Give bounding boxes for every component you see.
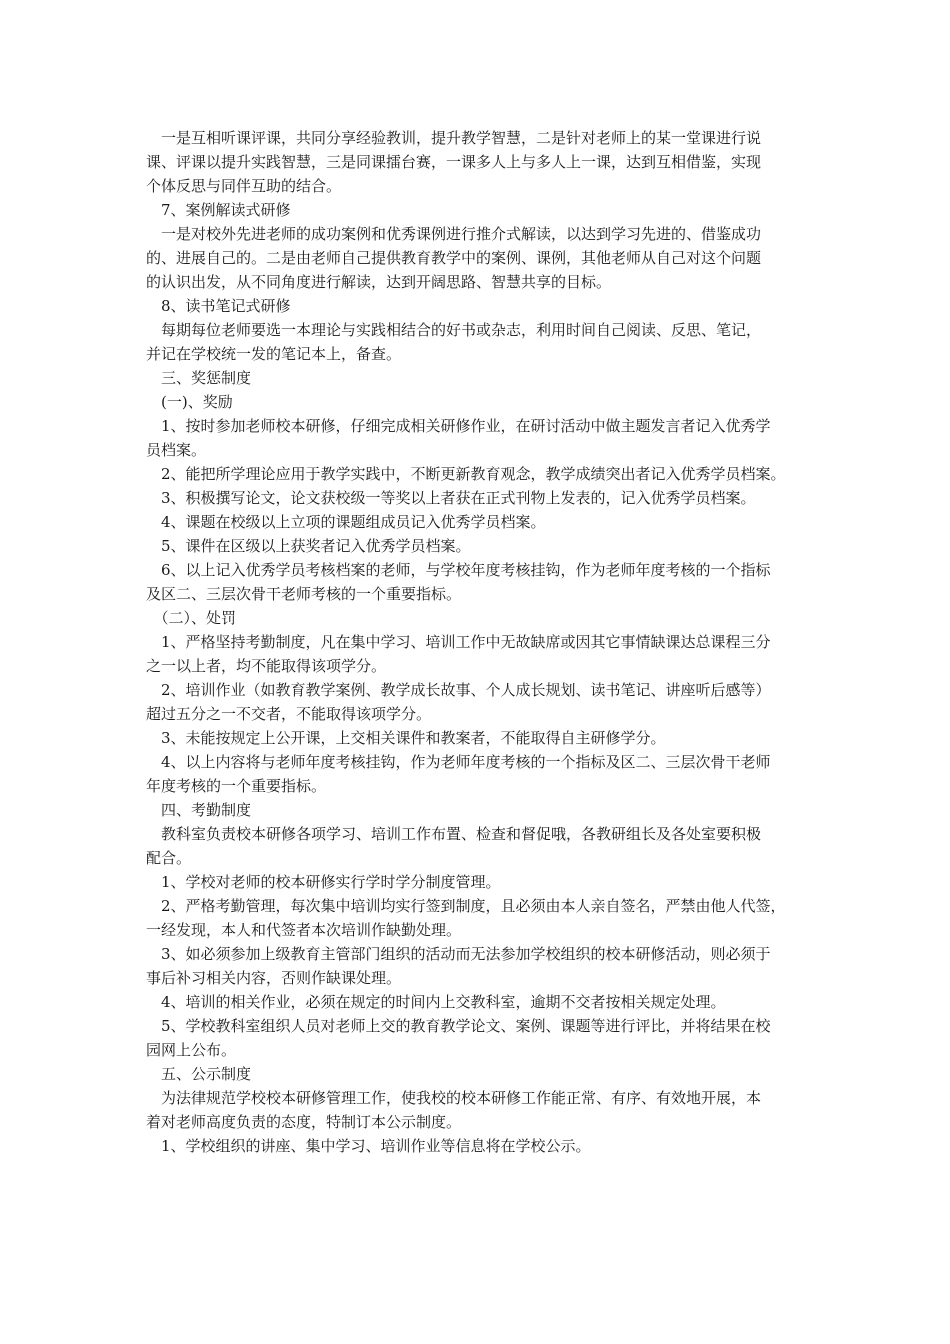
text-line: 配合。 [146, 849, 192, 867]
paragraph [146, 390, 822, 414]
document-body [146, 126, 822, 1158]
text-line: 3、积极撰写论文，论文获校级一等奖以上者获在正式刊物上发表的，记入优秀学员档案。 [146, 489, 756, 507]
paragraph [146, 606, 822, 630]
text-line: 7、案例解读式研修 [146, 201, 291, 219]
text-line: 五、公示制度 [146, 1065, 252, 1083]
text-line: 一是对校外先进老师的成功案例和优秀课例进行推介式解读，以达到学习先进的、借鉴成功 [146, 225, 762, 243]
text-line: 及区二、三层次骨干老师考核的一个重要指标。 [146, 585, 462, 603]
paragraph [146, 870, 822, 894]
paragraph [146, 222, 822, 294]
paragraph [146, 486, 822, 510]
text-line: 4、课题在校级以上立项的课题组成员记入优秀学员档案。 [146, 513, 546, 531]
text-line: 2、培训作业（如教育教学案例、教学成长故事、个人成长规划、读书笔记、讲座听后感等） [146, 681, 771, 699]
paragraph [146, 798, 822, 822]
text-line: 的、进展自己的。二是由老师自己提供教育教学中的案例、课例，其他老师从自己对这个问题 [146, 249, 762, 267]
text-line: （二）、处罚 [146, 609, 237, 627]
text-line: 4、培训的相关作业，必须在规定的时间内上交教科室，逾期不交者按相关规定处理。 [146, 993, 726, 1011]
text-line: 5、课件在区级以上获奖者记入优秀学员档案。 [146, 537, 471, 555]
paragraph [146, 990, 822, 1014]
text-line: 课、评课以提升实践智慧，三是同课擂台赛，一课多人上与多人上一课，达到互相借鉴，实现 [146, 153, 762, 171]
text-line: 为法律规范学校校本研修管理工作，使我校的校本研修工作能正常、有序、有效地开展，本 [146, 1089, 762, 1107]
paragraph [146, 534, 822, 558]
paragraph [146, 750, 822, 798]
text-line: 3、未能按规定上公开课，上交相关课件和教案者，不能取得自主研修学分。 [146, 729, 666, 747]
text-line: (一)、奖励 [146, 393, 233, 411]
text-line: 着对老师高度负责的态度，特制订本公示制度。 [146, 1113, 462, 1131]
text-line: 8、读书笔记式研修 [146, 297, 291, 315]
text-line: 6、以上记入优秀学员考核档案的老师，与学校年度考核挂钩，作为老师年度考核的一个指标 [146, 561, 771, 579]
text-line: 事后补习相关内容，否则作缺课处理。 [146, 969, 402, 987]
text-line: 一是互相听课评课，共同分享经验教训，提升教学智慧，二是针对老师上的某一堂课进行说 [146, 129, 762, 147]
text-line: 三、奖惩制度 [146, 369, 252, 387]
paragraph [146, 1086, 822, 1134]
text-line: 一经发现，本人和代签者本次培训作缺勤处理。 [146, 921, 462, 939]
text-line: 4、以上内容将与老师年度考核挂钩，作为老师年度考核的一个指标及区二、三层次骨干老师 [146, 753, 771, 771]
text-line: 1、学校组织的讲座、集中学习、培训作业等信息将在学校公示。 [146, 1137, 591, 1155]
paragraph [146, 198, 822, 222]
text-line: 个体反思与同伴互助的结合。 [146, 177, 342, 195]
paragraph [146, 726, 822, 750]
paragraph [146, 942, 822, 990]
paragraph [146, 318, 822, 366]
text-line: 园网上公布。 [146, 1041, 237, 1059]
paragraph [146, 822, 822, 870]
text-line: 超过五分之一不交者，不能取得该项学分。 [146, 705, 432, 723]
paragraph [146, 510, 822, 534]
text-line: 教科室负责校本研修各项学习、培训工作布置、检查和督促哦，各教研组长及各处室要积极 [146, 825, 762, 843]
paragraph [146, 630, 822, 678]
paragraph [146, 1134, 822, 1158]
text-line: 1、学校对老师的校本研修实行学时学分制度管理。 [146, 873, 501, 891]
paragraph [146, 558, 822, 606]
text-line: 每期每位老师要选一本理论与实践相结合的好书或杂志，利用时间自己阅读、反思、笔记， [146, 321, 762, 339]
paragraph [146, 366, 822, 390]
paragraph [146, 126, 822, 198]
text-line: 年度考核的一个重要指标。 [146, 777, 327, 795]
text-line: 3、如必须参加上级教育主管部门组织的活动而无法参加学校组织的校本研修活动，则必须于 [146, 945, 771, 963]
text-line: 之一以上者，均不能取得该项学分。 [146, 657, 387, 675]
text-line: 四、考勤制度 [146, 801, 252, 819]
paragraph [146, 414, 822, 462]
text-line: 1、严格坚持考勤制度，凡在集中学习、培训工作中无故缺席或因其它事情缺课达总课程三分 [146, 633, 771, 651]
text-line: 员档案。 [146, 441, 207, 459]
text-line: 1、按时参加老师校本研修，仔细完成相关研修作业，在研讨活动中做主题发言者记入优秀学 [146, 417, 771, 435]
text-line: 并记在学校统一发的笔记本上，备查。 [146, 345, 402, 363]
paragraph [146, 1014, 822, 1062]
paragraph [146, 894, 822, 942]
paragraph [146, 678, 822, 726]
paragraph [146, 1062, 822, 1086]
text-line: 2、能把所学理论应用于教学实践中，不断更新教育观念，教学成绩突出者记入优秀学员档案。 [146, 465, 786, 483]
text-line: 的认识出发，从不同角度进行解读，达到开阔思路、智慧共享的目标。 [146, 273, 612, 291]
text-line: 2、严格考勤管理，每次集中培训均实行签到制度，且必须由本人亲自签名，严禁由他人代签， [146, 897, 786, 915]
text-line: 5、学校教科室组织人员对老师上交的教育教学论文、案例、课题等进行评比，并将结果在校 [146, 1017, 771, 1035]
paragraph [146, 462, 822, 486]
paragraph [146, 294, 822, 318]
